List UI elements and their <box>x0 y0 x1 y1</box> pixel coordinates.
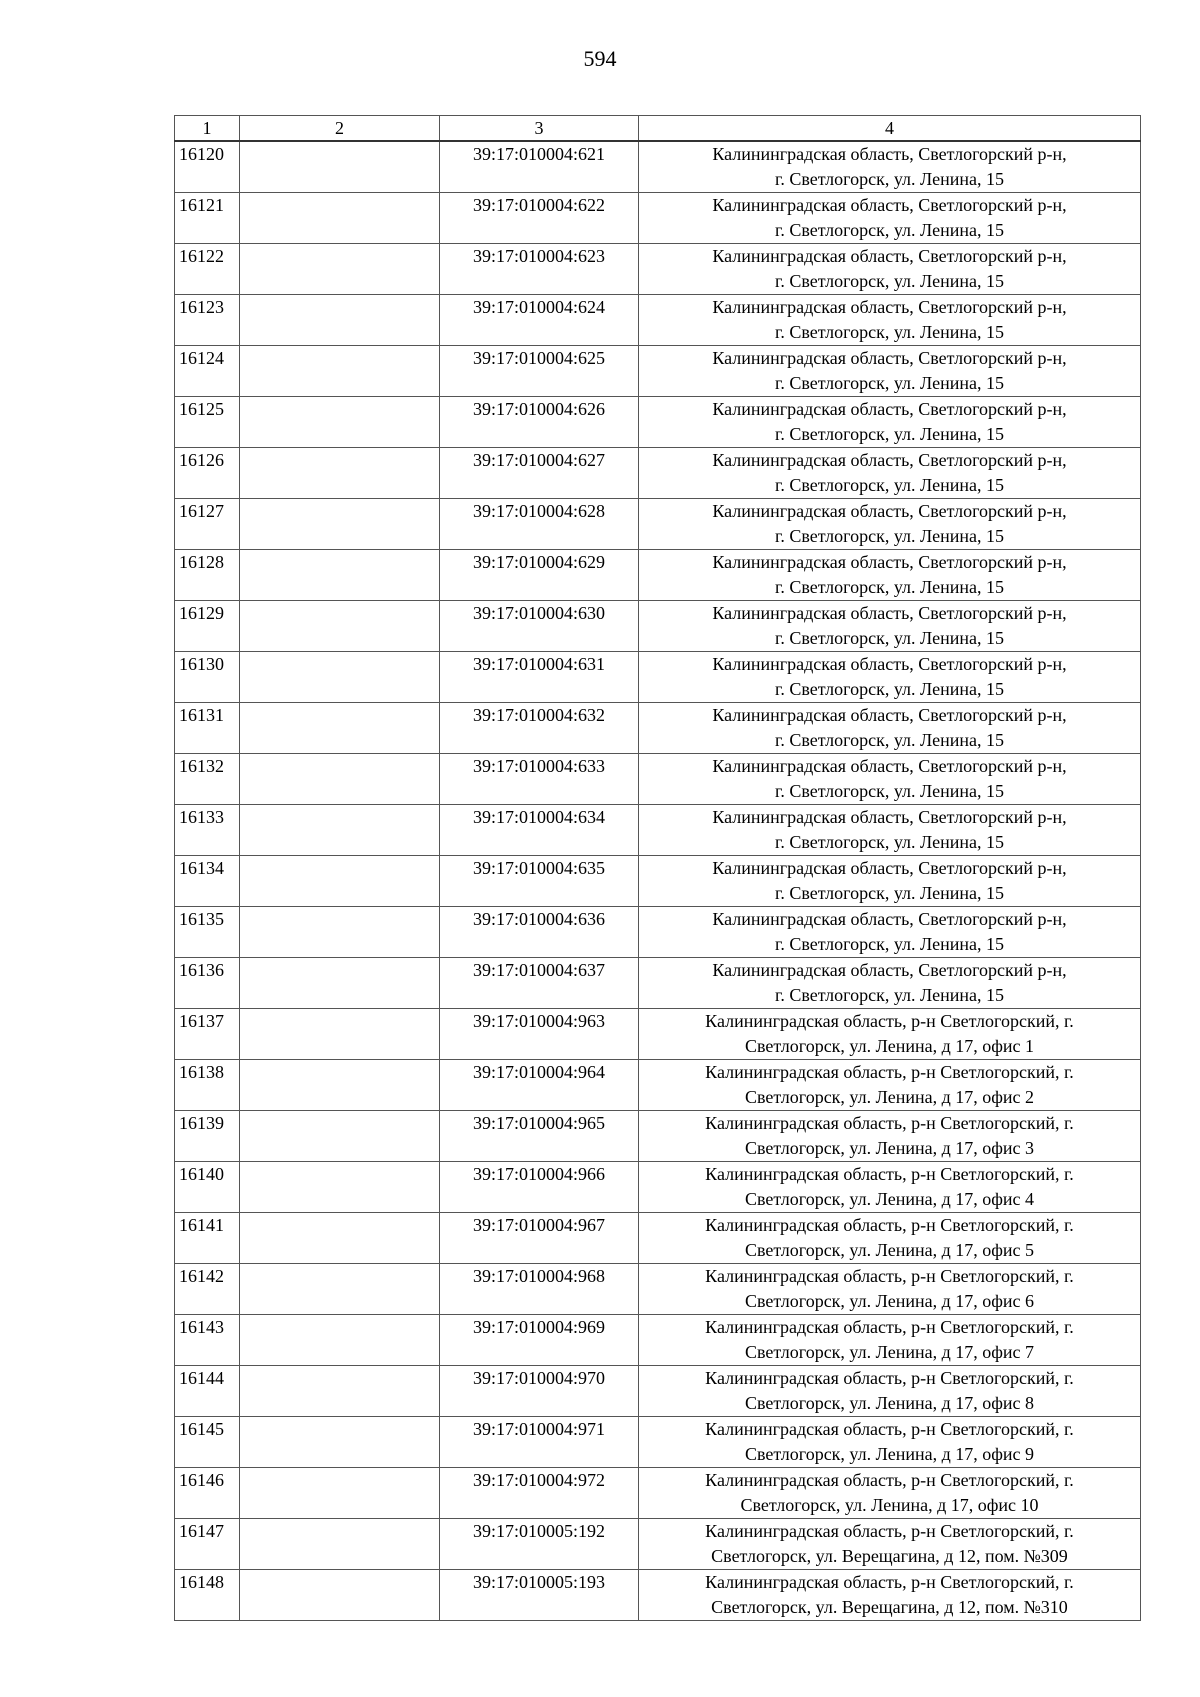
table-row <box>175 1315 1141 1366</box>
owner-cell <box>240 397 440 448</box>
cadastral-number-cell: 39:17:010004:634 <box>440 805 639 856</box>
owner-cell <box>240 1060 440 1111</box>
address-cell <box>639 601 1141 652</box>
owner-cell <box>240 244 440 295</box>
address-line: Калининградская область, Светлогорский р-н, <box>712 348 1067 368</box>
owner-cell <box>240 1162 440 1213</box>
row-number-cell: 16137 <box>175 1009 240 1060</box>
table-row <box>175 1417 1141 1468</box>
row-number-cell: 16144 <box>175 1366 240 1417</box>
address-line: Светлогорск, ул. Ленина, д 17, офис 4 <box>744 1189 1035 1209</box>
address-line: г. Светлогорск, ул. Ленина, 15 <box>775 883 1004 903</box>
table-row <box>175 805 1141 856</box>
address-line: Калининградская область, р-н Светлогорский, г. <box>705 1470 1074 1490</box>
owner-cell <box>240 652 440 703</box>
owner-cell <box>240 907 440 958</box>
address-line: г. Светлогорск, ул. Ленина, 15 <box>775 679 1004 699</box>
address-line: Калининградская область, Светлогорский р-н, <box>712 297 1067 317</box>
address-line: Светлогорск, ул. Ленина, д 17, офис 10 <box>740 1495 1039 1515</box>
cadastral-number-cell: 39:17:010004:635 <box>440 856 639 907</box>
address-line: г. Светлогорск, ул. Ленина, 15 <box>775 832 1004 852</box>
address-cell <box>639 1111 1141 1162</box>
address-line: Калининградская область, Светлогорский р-н, <box>712 450 1067 470</box>
row-number-cell: 16138 <box>175 1060 240 1111</box>
cadastral-number-cell: 39:17:010004:627 <box>440 448 639 499</box>
cadastral-number-cell: 39:17:010004:628 <box>440 499 639 550</box>
address-line: Калининградская область, р-н Светлогорский, г. <box>705 1062 1074 1082</box>
cadastral-number-cell: 39:17:010004:623 <box>440 244 639 295</box>
address-cell <box>639 703 1141 754</box>
owner-cell <box>240 1315 440 1366</box>
address-cell <box>639 907 1141 958</box>
row-number-cell: 16136 <box>175 958 240 1009</box>
address-line: Светлогорск, ул. Ленина, д 17, офис 6 <box>744 1291 1035 1311</box>
address-line: Калининградская область, Светлогорский р-н, <box>712 195 1067 215</box>
address-cell <box>639 244 1141 295</box>
address-line: г. Светлогорск, ул. Ленина, 15 <box>775 271 1004 291</box>
cadastral-number-cell: 39:17:010004:630 <box>440 601 639 652</box>
row-number-cell: 16122 <box>175 244 240 295</box>
address-cell <box>639 295 1141 346</box>
owner-cell <box>240 1264 440 1315</box>
address-line: Калининградская область, Светлогорский р-н, <box>712 399 1067 419</box>
address-line: Калининградская область, р-н Светлогорский, г. <box>705 1317 1074 1337</box>
address-line: Калининградская область, Светлогорский р-н, <box>712 756 1067 776</box>
cadastral-number-cell: 39:17:010005:192 <box>440 1519 639 1570</box>
address-line: Калининградская область, р-н Светлогорский, г. <box>705 1419 1074 1439</box>
table-row <box>175 1570 1141 1621</box>
owner-cell <box>240 1213 440 1264</box>
address-line: г. Светлогорск, ул. Ленина, 15 <box>775 475 1004 495</box>
owner-cell <box>240 448 440 499</box>
table-row <box>175 1366 1141 1417</box>
cadastral-number-cell: 39:17:010004:970 <box>440 1366 639 1417</box>
row-number-cell: 16128 <box>175 550 240 601</box>
owner-cell <box>240 958 440 1009</box>
address-line: г. Светлогорск, ул. Ленина, 15 <box>775 985 1004 1005</box>
address-cell <box>639 856 1141 907</box>
owner-cell <box>240 1366 440 1417</box>
row-number-cell: 16139 <box>175 1111 240 1162</box>
row-number-cell: 16132 <box>175 754 240 805</box>
address-line: Калининградская область, Светлогорский р-н, <box>712 909 1067 929</box>
owner-cell <box>240 1519 440 1570</box>
address-cell <box>639 754 1141 805</box>
address-line: Светлогорск, ул. Ленина, д 17, офис 5 <box>744 1240 1035 1260</box>
address-line: Калининградская область, Светлогорский р-н, <box>712 705 1067 725</box>
address-cell <box>639 805 1141 856</box>
address-cell <box>639 1468 1141 1519</box>
address-cell <box>639 397 1141 448</box>
owner-cell <box>240 295 440 346</box>
table-row <box>175 1009 1141 1060</box>
address-cell <box>639 499 1141 550</box>
address-line: Светлогорск, ул. Ленина, д 17, офис 7 <box>744 1342 1035 1362</box>
address-cell <box>639 448 1141 499</box>
address-line: Калининградская область, Светлогорский р-н, <box>712 858 1067 878</box>
owner-cell <box>240 1111 440 1162</box>
row-number-cell: 16120 <box>175 141 240 193</box>
address-line: г. Светлогорск, ул. Ленина, 15 <box>775 730 1004 750</box>
owner-cell <box>240 1009 440 1060</box>
owner-cell <box>240 193 440 244</box>
cadastral-number-cell: 39:17:010004:626 <box>440 397 639 448</box>
address-line: Светлогорск, ул. Ленина, д 17, офис 3 <box>744 1138 1035 1158</box>
address-line: Светлогорск, ул. Верещагина, д 12, пом. №310 <box>711 1597 1068 1617</box>
address-line: г. Светлогорск, ул. Ленина, 15 <box>775 220 1004 240</box>
row-number-cell: 16129 <box>175 601 240 652</box>
address-line: Калининградская область, р-н Светлогорский, г. <box>705 1521 1074 1541</box>
address-line: Калининградская область, р-н Светлогорский, г. <box>705 1368 1074 1388</box>
address-cell <box>639 1213 1141 1264</box>
address-cell <box>639 141 1141 193</box>
address-line: Калининградская область, Светлогорский р-н, <box>712 807 1067 827</box>
header-col-3: 3 <box>440 116 639 142</box>
owner-cell <box>240 1570 440 1621</box>
header-row <box>175 116 1141 142</box>
address-line: г. Светлогорск, ул. Ленина, 15 <box>775 628 1004 648</box>
owner-cell <box>240 805 440 856</box>
cadastral-number-cell: 39:17:010004:622 <box>440 193 639 244</box>
registry-table <box>174 115 1141 1621</box>
address-line: г. Светлогорск, ул. Ленина, 15 <box>775 781 1004 801</box>
cadastral-number-cell: 39:17:010004:966 <box>440 1162 639 1213</box>
row-number-cell: 16147 <box>175 1519 240 1570</box>
address-line: Калининградская область, р-н Светлогорский, г. <box>705 1572 1074 1592</box>
address-line: Светлогорск, ул. Ленина, д 17, офис 2 <box>744 1087 1035 1107</box>
table-row <box>175 958 1141 1009</box>
address-line: г. Светлогорск, ул. Ленина, 15 <box>775 322 1004 342</box>
address-cell <box>639 550 1141 601</box>
owner-cell <box>240 754 440 805</box>
address-line: г. Светлогорск, ул. Ленина, 15 <box>775 934 1004 954</box>
table-row <box>175 346 1141 397</box>
address-line: г. Светлогорск, ул. Ленина, 15 <box>775 169 1004 189</box>
row-number-cell: 16127 <box>175 499 240 550</box>
cadastral-number-cell: 39:17:010004:968 <box>440 1264 639 1315</box>
row-number-cell: 16131 <box>175 703 240 754</box>
table-row <box>175 295 1141 346</box>
table-row <box>175 1111 1141 1162</box>
owner-cell <box>240 1417 440 1468</box>
address-line: г. Светлогорск, ул. Ленина, 15 <box>775 373 1004 393</box>
owner-cell <box>240 1468 440 1519</box>
row-number-cell: 16146 <box>175 1468 240 1519</box>
page-number: 594 <box>583 46 617 71</box>
address-line: Калининградская область, р-н Светлогорский, г. <box>705 1113 1074 1133</box>
row-number-cell: 16130 <box>175 652 240 703</box>
address-line: Калининградская область, р-н Светлогорский, г. <box>705 1266 1074 1286</box>
address-cell <box>639 652 1141 703</box>
table-row <box>175 1060 1141 1111</box>
table-row <box>175 652 1141 703</box>
header-col-2: 2 <box>240 116 440 142</box>
address-line: Светлогорск, ул. Верещагина, д 12, пом. №309 <box>711 1546 1068 1566</box>
address-cell <box>639 1519 1141 1570</box>
address-line: г. Светлогорск, ул. Ленина, 15 <box>775 424 1004 444</box>
owner-cell <box>240 703 440 754</box>
cadastral-number-cell: 39:17:010004:633 <box>440 754 639 805</box>
cadastral-number-cell: 39:17:010004:967 <box>440 1213 639 1264</box>
table-row <box>175 193 1141 244</box>
address-line: Калининградская область, р-н Светлогорский, г. <box>705 1011 1074 1031</box>
row-number-cell: 16142 <box>175 1264 240 1315</box>
cadastral-number-cell: 39:17:010004:963 <box>440 1009 639 1060</box>
address-line: Калининградская область, Светлогорский р-н, <box>712 246 1067 266</box>
address-line: Калининградская область, Светлогорский р-н, <box>712 144 1067 164</box>
cadastral-number-cell: 39:17:010004:972 <box>440 1468 639 1519</box>
cadastral-number-cell: 39:17:010004:971 <box>440 1417 639 1468</box>
address-cell <box>639 1417 1141 1468</box>
cadastral-number-cell: 39:17:010004:624 <box>440 295 639 346</box>
header-col-4: 4 <box>639 116 1141 142</box>
address-cell <box>639 1162 1141 1213</box>
address-cell <box>639 1366 1141 1417</box>
owner-cell <box>240 141 440 193</box>
cadastral-number-cell: 39:17:010004:964 <box>440 1060 639 1111</box>
table-row <box>175 141 1141 193</box>
address-line: г. Светлогорск, ул. Ленина, 15 <box>775 577 1004 597</box>
cadastral-number-cell: 39:17:010004:621 <box>440 141 639 193</box>
owner-cell <box>240 499 440 550</box>
row-number-cell: 16141 <box>175 1213 240 1264</box>
cadastral-number-cell: 39:17:010004:625 <box>440 346 639 397</box>
address-line: Калининградская область, р-н Светлогорский, г. <box>705 1215 1074 1235</box>
table-row <box>175 550 1141 601</box>
row-number-cell: 16148 <box>175 1570 240 1621</box>
row-number-cell: 16125 <box>175 397 240 448</box>
address-line: Калининградская область, Светлогорский р-н, <box>712 552 1067 572</box>
cadastral-number-cell: 39:17:010004:632 <box>440 703 639 754</box>
address-line: Калининградская область, Светлогорский р-н, <box>712 501 1067 521</box>
cadastral-number-cell: 39:17:010004:965 <box>440 1111 639 1162</box>
address-line: Калининградская область, Светлогорский р-н, <box>712 654 1067 674</box>
table-row <box>175 907 1141 958</box>
owner-cell <box>240 550 440 601</box>
address-line: Калининградская область, р-н Светлогорский, г. <box>705 1164 1074 1184</box>
table-row <box>175 856 1141 907</box>
address-cell <box>639 1264 1141 1315</box>
cadastral-number-cell: 39:17:010005:193 <box>440 1570 639 1621</box>
cadastral-number-cell: 39:17:010004:969 <box>440 1315 639 1366</box>
cadastral-number-cell: 39:17:010004:631 <box>440 652 639 703</box>
row-number-cell: 16145 <box>175 1417 240 1468</box>
row-number-cell: 16124 <box>175 346 240 397</box>
address-cell <box>639 1570 1141 1621</box>
row-number-cell: 16133 <box>175 805 240 856</box>
table-row <box>175 499 1141 550</box>
table-row <box>175 703 1141 754</box>
table-body <box>175 141 1141 1621</box>
table-row <box>175 244 1141 295</box>
address-line: Светлогорск, ул. Ленина, д 17, офис 8 <box>744 1393 1035 1413</box>
row-number-cell: 16123 <box>175 295 240 346</box>
address-line: Светлогорск, ул. Ленина, д 17, офис 9 <box>744 1444 1035 1464</box>
address-line: Калининградская область, Светлогорский р-н, <box>712 603 1067 623</box>
table-row <box>175 397 1141 448</box>
cadastral-number-cell: 39:17:010004:629 <box>440 550 639 601</box>
owner-cell <box>240 856 440 907</box>
row-number-cell: 16121 <box>175 193 240 244</box>
table-header <box>175 116 1141 142</box>
cadastral-number-cell: 39:17:010004:637 <box>440 958 639 1009</box>
cadastral-number-cell: 39:17:010004:636 <box>440 907 639 958</box>
table-row <box>175 1468 1141 1519</box>
table-row <box>175 1213 1141 1264</box>
address-cell <box>639 1060 1141 1111</box>
address-line: Калининградская область, Светлогорский р-н, <box>712 960 1067 980</box>
row-number-cell: 16143 <box>175 1315 240 1366</box>
table-row <box>175 448 1141 499</box>
row-number-cell: 16126 <box>175 448 240 499</box>
header-col-1: 1 <box>175 116 240 142</box>
table-row <box>175 1519 1141 1570</box>
owner-cell <box>240 346 440 397</box>
row-number-cell: 16135 <box>175 907 240 958</box>
address-cell <box>639 958 1141 1009</box>
address-cell <box>639 1009 1141 1060</box>
owner-cell <box>240 601 440 652</box>
address-cell <box>639 193 1141 244</box>
table-row <box>175 1264 1141 1315</box>
address-line: Светлогорск, ул. Ленина, д 17, офис 1 <box>744 1036 1035 1056</box>
address-cell <box>639 346 1141 397</box>
row-number-cell: 16134 <box>175 856 240 907</box>
table-row <box>175 1162 1141 1213</box>
row-number-cell: 16140 <box>175 1162 240 1213</box>
address-line: г. Светлогорск, ул. Ленина, 15 <box>775 526 1004 546</box>
address-cell <box>639 1315 1141 1366</box>
table-row <box>175 601 1141 652</box>
table-row <box>175 754 1141 805</box>
